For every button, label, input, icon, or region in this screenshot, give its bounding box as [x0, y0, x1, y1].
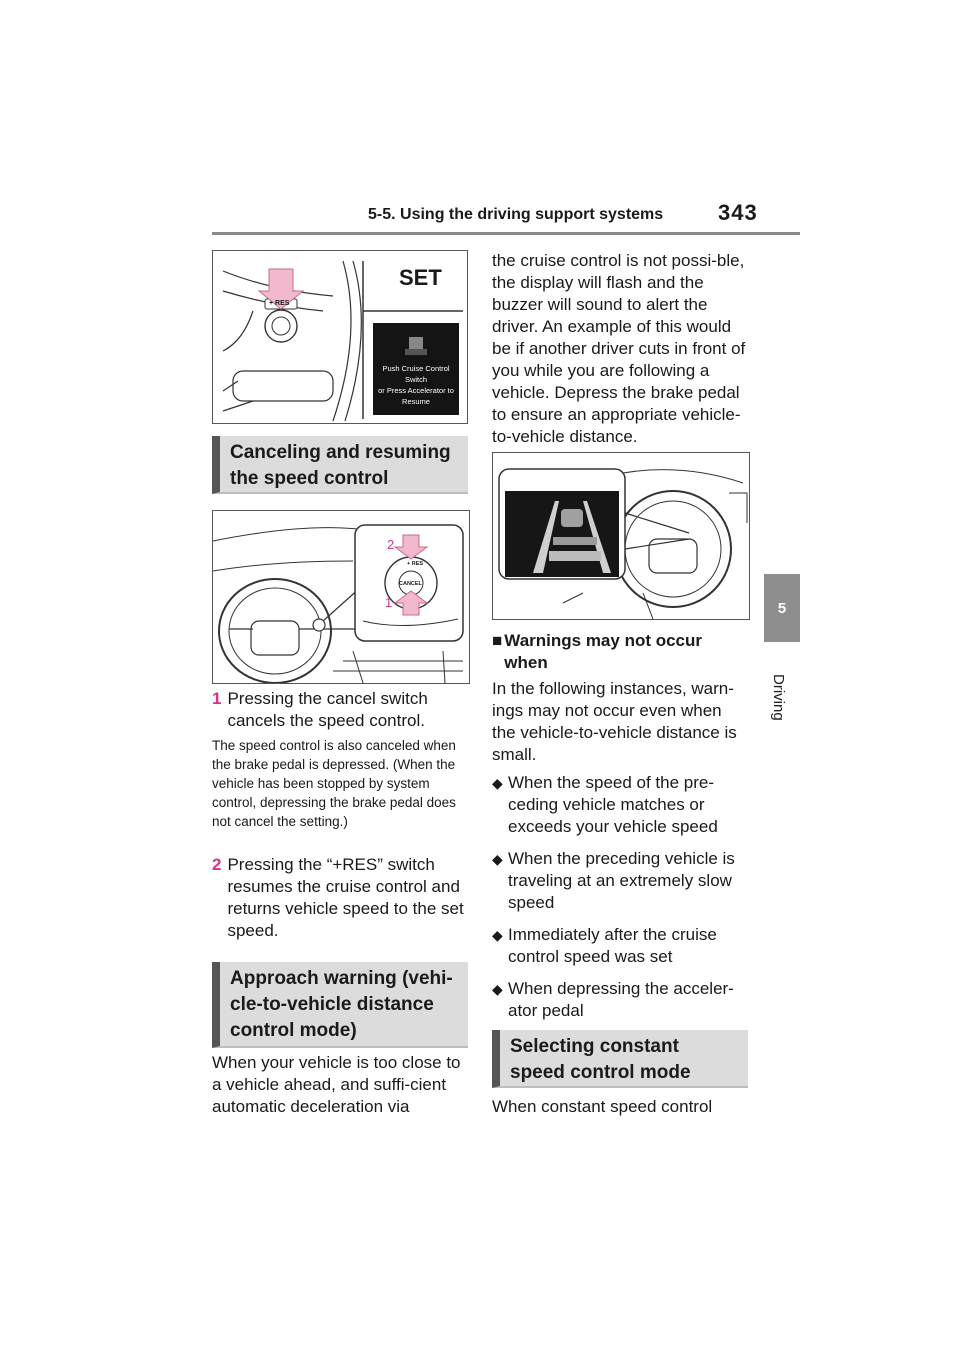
page-number: 343 [718, 200, 758, 225]
list-item-text: Immediately after the cruise control speed was set [508, 925, 717, 966]
warnings-title [492, 630, 748, 674]
bullet-icon: ◆ [492, 981, 503, 997]
section-heading-cancel: Canceling and resuming the speed control [212, 436, 468, 494]
section-title: 5-5. Using the driving support systems [368, 206, 664, 223]
warnings-marker: ■ [492, 631, 503, 650]
approach-warning-illustration [493, 453, 749, 619]
chapter-tab [764, 574, 800, 642]
bullet-icon: ◆ [492, 775, 503, 791]
step-1-number: 1 [212, 689, 222, 708]
approach-intro: When your vehicle is too close to a vehicle ahead, and suffi-cient automatic deceleration via [212, 1053, 461, 1116]
list-item [492, 848, 748, 914]
set-label: SET [399, 265, 442, 290]
figure-callout-2: 2 [387, 537, 395, 552]
warnings-title-text: Warnings may not occur when [504, 631, 703, 672]
section-heading-constant: Selecting constant speed control mode [492, 1030, 748, 1088]
step-2-text: Pressing the “+RES” switch resumes the cruise control and returns vehicle speed to the set speed. [227, 855, 464, 940]
res-switch-label: + RES [269, 300, 290, 307]
warnings-list [492, 772, 748, 1032]
warnings-intro: In the following instances, warn-ings may not occur even when the vehicle-to-vehicle distance is small. [492, 679, 737, 764]
figure-approach-warning [492, 452, 750, 620]
approach-continued: the cruise control is not possi-ble, the display will flash and the buzzer will sound to alert the driver. An example of this would be if another driver cuts in front of you while you are following a vehicle. Depress the brake pedal to ensure an appropriate vehicle-to-vehicle distance. [492, 251, 746, 446]
display-line-3: Resume [402, 397, 430, 406]
section-heading-approach: Approach warning (vehi-cle-to-vehicle distance control mode) [212, 962, 468, 1048]
display-message [373, 363, 459, 407]
bullet-icon: ◆ [492, 851, 503, 867]
steering-wheel-illustration [213, 511, 469, 683]
list-item [492, 978, 748, 1022]
list-item-text: When depressing the acceler-ator pedal [508, 979, 734, 1020]
display-line-1: Push Cruise Control Switch [382, 364, 450, 384]
cancel-switch-label: CANCEL [399, 581, 422, 587]
constant-text: When constant speed control [492, 1097, 713, 1116]
step-1-text: Pressing the cancel switch cancels the speed control. [227, 689, 428, 730]
figure-set-switch [212, 250, 468, 424]
list-item-text: When the speed of the pre-ceding vehicle matches or exceeds your vehicle speed [508, 773, 718, 836]
list-item [492, 772, 748, 838]
list-item [492, 924, 748, 968]
display-line-2: or Press Accelerator to [378, 386, 454, 395]
res-switch-label: + RES [407, 561, 424, 567]
step-1 [212, 688, 470, 732]
figure-cancel-res [212, 510, 470, 684]
list-item-text: When the preceding vehicle is traveling at an extremely slow speed [508, 849, 735, 912]
cancel-note: The speed control is also canceled when the brake pedal is depressed. (When the vehicle has been stopped by system control, depressing the brake pedal does not cancel the setting.) [212, 738, 456, 829]
header-rule [212, 232, 800, 235]
figure-callout-1: 1 [385, 595, 393, 610]
step-2 [212, 854, 470, 942]
chapter-number: 5 [777, 599, 787, 617]
step-2-number: 2 [212, 855, 222, 874]
chapter-label: Driving [770, 674, 787, 721]
bullet-icon: ◆ [492, 927, 503, 943]
